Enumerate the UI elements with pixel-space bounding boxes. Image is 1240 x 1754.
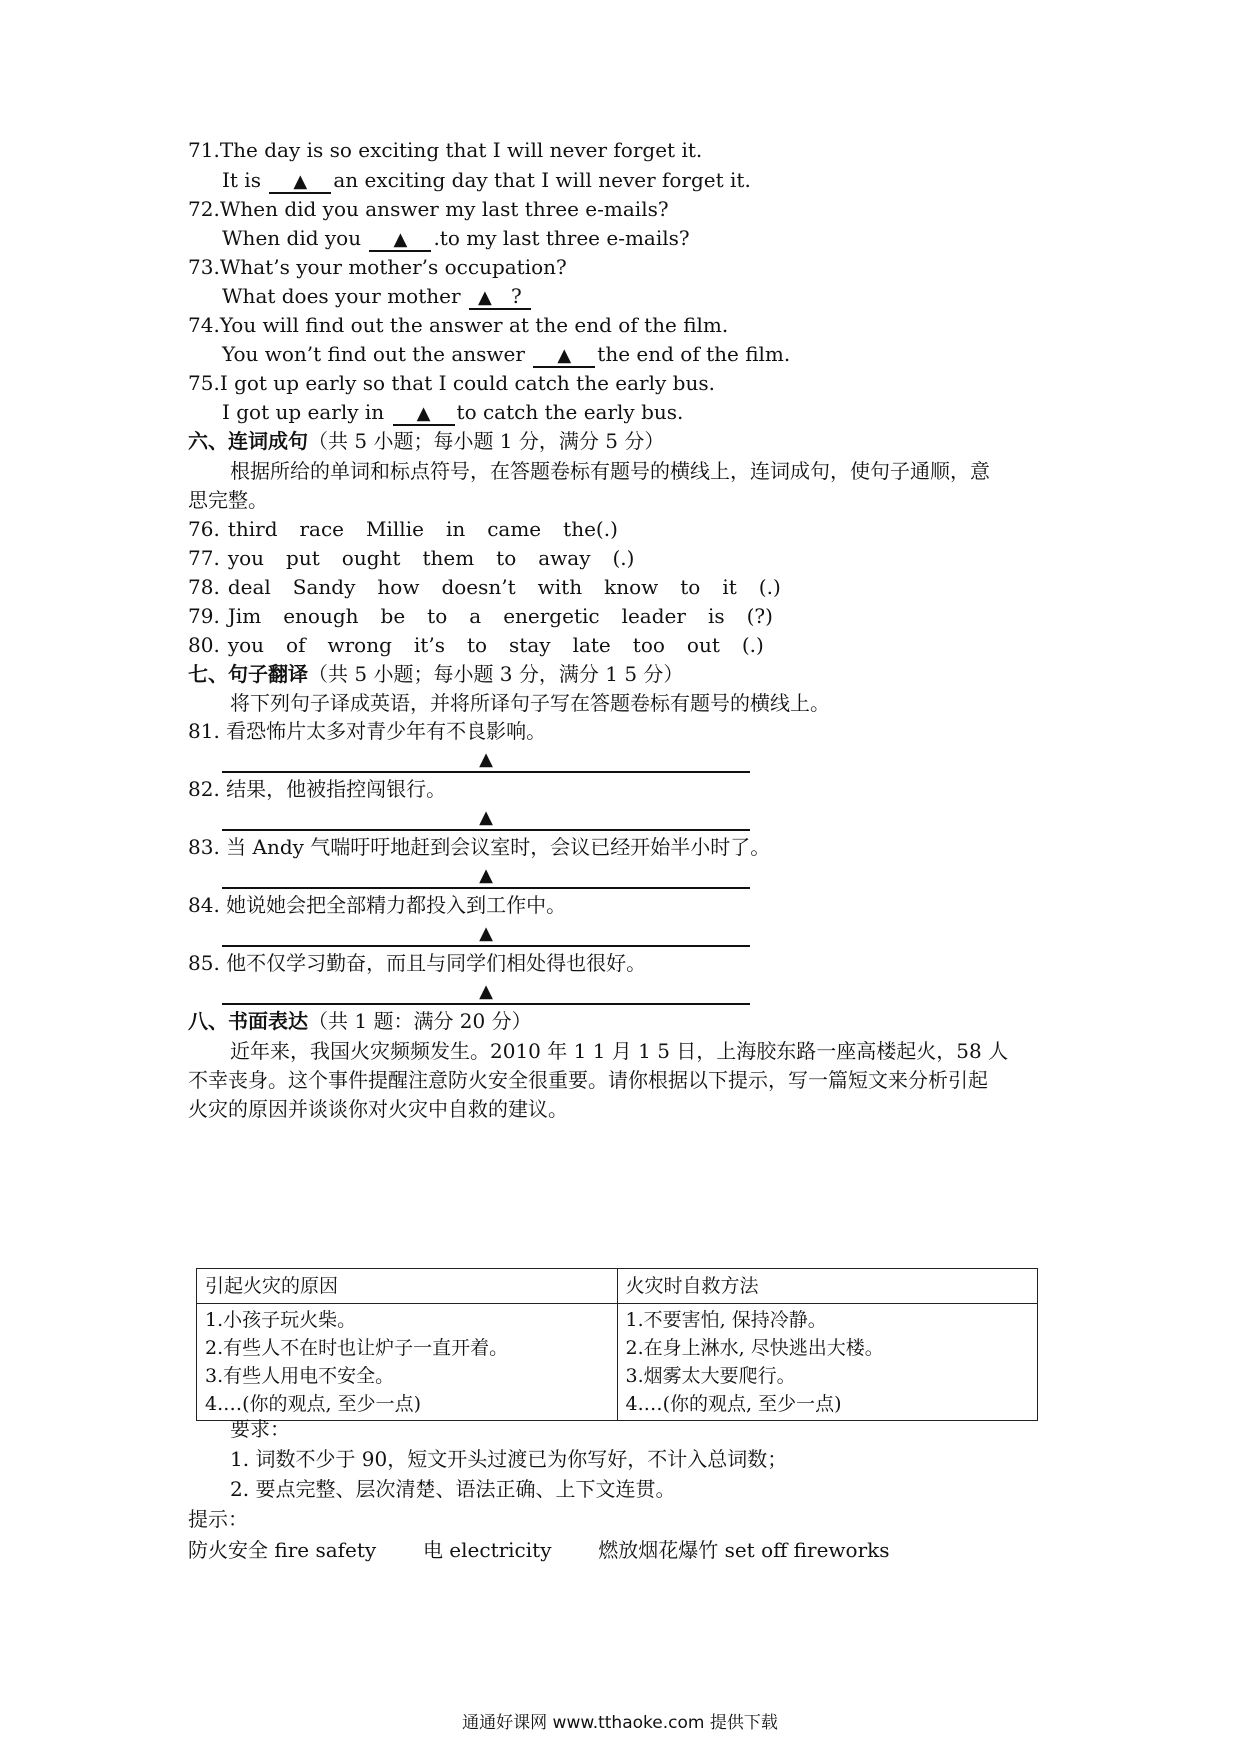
section-6-heading: 六、连词成句（共 5 小题；每小题 1 分，满分 5 分） [188,429,665,453]
section-7-heading: 七、句子翻译（共 5 小题；每小题 3 分，满分 1 5 分） [188,662,684,686]
scrambled-word: (?) [746,604,773,628]
hint-item: 燃放烟花爆竹 set off fireworks [598,1538,890,1562]
requirement-1: 1. 词数不少于 90，短文开头过渡已为你写好，不计入总词数； [230,1447,788,1471]
scrambled-word: you [227,633,265,657]
scrambled-word: put [286,546,320,570]
scrambled-word: enough [283,604,359,628]
question-72: 72.When did you answer my last three e-mails? [188,197,669,221]
list-item: 4.…(你的观点, 至少一点) [625,1393,842,1415]
answer-line-75: I got up early in ▲ to catch the early bus. [222,400,684,424]
scrambled-word: late [572,633,611,657]
question-74: 74.You will find out the answer at the end of the film. [188,313,729,337]
blank[interactable]: ▲ [269,170,331,194]
answer-line-74: You won’t find out the answer ▲ the end of the film. [222,342,791,366]
answer-line-84[interactable]: ▲ [222,919,750,947]
scrambled-word: Jim [227,604,262,628]
answer-line-72: When did you ▲ .to my last three e-mails? [222,226,690,250]
section-8-heading: 八、书面表达（共 1 题：满分 20 分） [188,1009,532,1033]
table-causes-cell [197,1304,618,1421]
list-item: 2.在身上淋水, 尽快逃出大楼。 [625,1337,884,1359]
scrambled-word: be [380,604,406,628]
answer-line-73: What does your mother ▲ ? [222,283,533,309]
scrambled-word: deal [227,575,271,599]
question-71: 71.The day is so exciting that I will never forget it. [188,138,703,162]
answer-line-82[interactable]: ▲ [222,803,750,831]
scrambled-word: doesn’t [441,575,516,599]
question-75: 75.I got up early so that I could catch the early bus. [188,371,715,395]
question-number: 76. [188,517,220,541]
scrambled-word: you [227,546,265,570]
scrambled-word: wrong [327,633,392,657]
question-85: 85. 他不仅学习勤奋，而且与同学们相处得也很好。 [188,951,647,975]
blank[interactable]: ▲ ? [469,286,531,310]
hint-title: 提示： [188,1507,248,1531]
scrambled-word: to [466,633,488,657]
blank[interactable]: ▲ [533,344,595,368]
scrambled-word: (.) [741,633,764,657]
question-82: 82. 结果，他被指控闯银行。 [188,777,447,801]
hint-item: 电 electricity [422,1538,552,1562]
question-84: 84. 她说她会把全部精力都投入到工作中。 [188,893,567,917]
table-header-escape: 火灾时自救方法 [617,1269,1038,1304]
scrambled-word: out [686,633,720,657]
scrambled-word: the(.) [563,517,618,541]
scrambled-word: it [722,575,737,599]
section-6-instructions-cont: 思完整。 [188,488,268,512]
question-number: 79. [188,604,220,628]
question-79 [188,603,795,629]
table-escape-cell [617,1304,1038,1421]
scrambled-word: too [632,633,665,657]
section-8-paragraph-1: 近年来，我国火灾频频发生。2010 年 1 1 月 1 5 日，上海胶东路一座高楼起火，58 人 [230,1039,1009,1063]
answer-line-85[interactable]: ▲ [222,977,750,1005]
scrambled-word: how [377,575,420,599]
blank[interactable]: ▲ [369,228,431,252]
question-77 [188,545,656,571]
answer-line-71: It is ▲ an exciting day that I will never forget it. [222,168,751,192]
list-item: 3.烟雾太大要爬行。 [625,1365,796,1387]
list-item: 4.…(你的观点, 至少一点) [205,1393,422,1415]
fire-table [196,1268,1038,1421]
list-item: 1.小孩子玩火柴。 [205,1309,357,1331]
requirements-title: 要求： [230,1417,290,1441]
scrambled-word: it’s [413,633,445,657]
scrambled-word: (.) [612,546,635,570]
scrambled-word: energetic [503,604,600,628]
scrambled-word: ought [341,546,401,570]
scrambled-word: leader [621,604,686,628]
scrambled-word: stay [509,633,551,657]
requirement-2: 2. 要点完整、层次清楚、语法正确、上下文连贯。 [230,1477,676,1501]
scrambled-word: is [707,604,725,628]
blank[interactable]: ▲ [393,402,455,426]
scrambled-word: to [680,575,701,599]
question-83: 83. 当 Andy 气喘吁吁地赶到会议室时，会议已经开始半小时了。 [188,835,771,859]
section-6-instructions: 根据所给的单词和标点符号，在答题卷标有题号的横线上，连词成句，使句子通顺，意 [230,459,990,483]
scrambled-word: with [537,575,583,599]
table-header-causes: 引起火灾的原因 [197,1269,618,1304]
footer: 通通好课网 www.tthaoke.com 提供下载 [462,1713,778,1733]
scrambled-word: away [538,546,591,570]
scrambled-word: of [286,633,306,657]
scrambled-word: Millie [366,517,424,541]
scrambled-word: (.) [758,575,781,599]
section-7-instructions: 将下列句子译成英语，并将所译句子写在答题卷标有题号的横线上。 [230,691,830,715]
list-item: 1.不要害怕, 保持冷静。 [625,1309,827,1331]
scrambled-word: in [445,517,466,541]
section-8-paragraph-2: 不幸丧身。这个事件提醒注意防火安全很重要。请你根据以下提示，写一篇短文来分析引起 [188,1068,988,1092]
hints [188,1537,890,1563]
scrambled-word: them [422,546,475,570]
question-80 [188,632,786,658]
question-76 [188,516,640,542]
scrambled-word: to [496,546,517,570]
question-81: 81. 看恐怖片太多对青少年有不良影响。 [188,719,547,743]
scrambled-word: came [487,517,542,541]
scrambled-word: Sandy [292,575,356,599]
scrambled-word: third [227,517,278,541]
question-78 [188,574,803,600]
answer-line-83[interactable]: ▲ [222,861,750,889]
hint-item: 防火安全 fire safety [188,1538,377,1562]
answer-line-81[interactable]: ▲ [222,745,750,773]
question-73: 73.What’s your mother’s occupation? [188,255,567,279]
question-number: 80. [188,633,220,657]
scrambled-word: race [299,517,345,541]
list-item: 3.有些人用电不安全。 [205,1365,395,1387]
scrambled-word: know [604,575,659,599]
section-8-paragraph-3: 火灾的原因并谈谈你对火灾中自救的建议。 [188,1097,568,1121]
scrambled-word: to [427,604,448,628]
question-number: 78. [188,575,220,599]
list-item: 2.有些人不在时也让炉子一直开着。 [205,1337,509,1359]
question-number: 77. [188,546,220,570]
scrambled-word: a [469,604,482,628]
